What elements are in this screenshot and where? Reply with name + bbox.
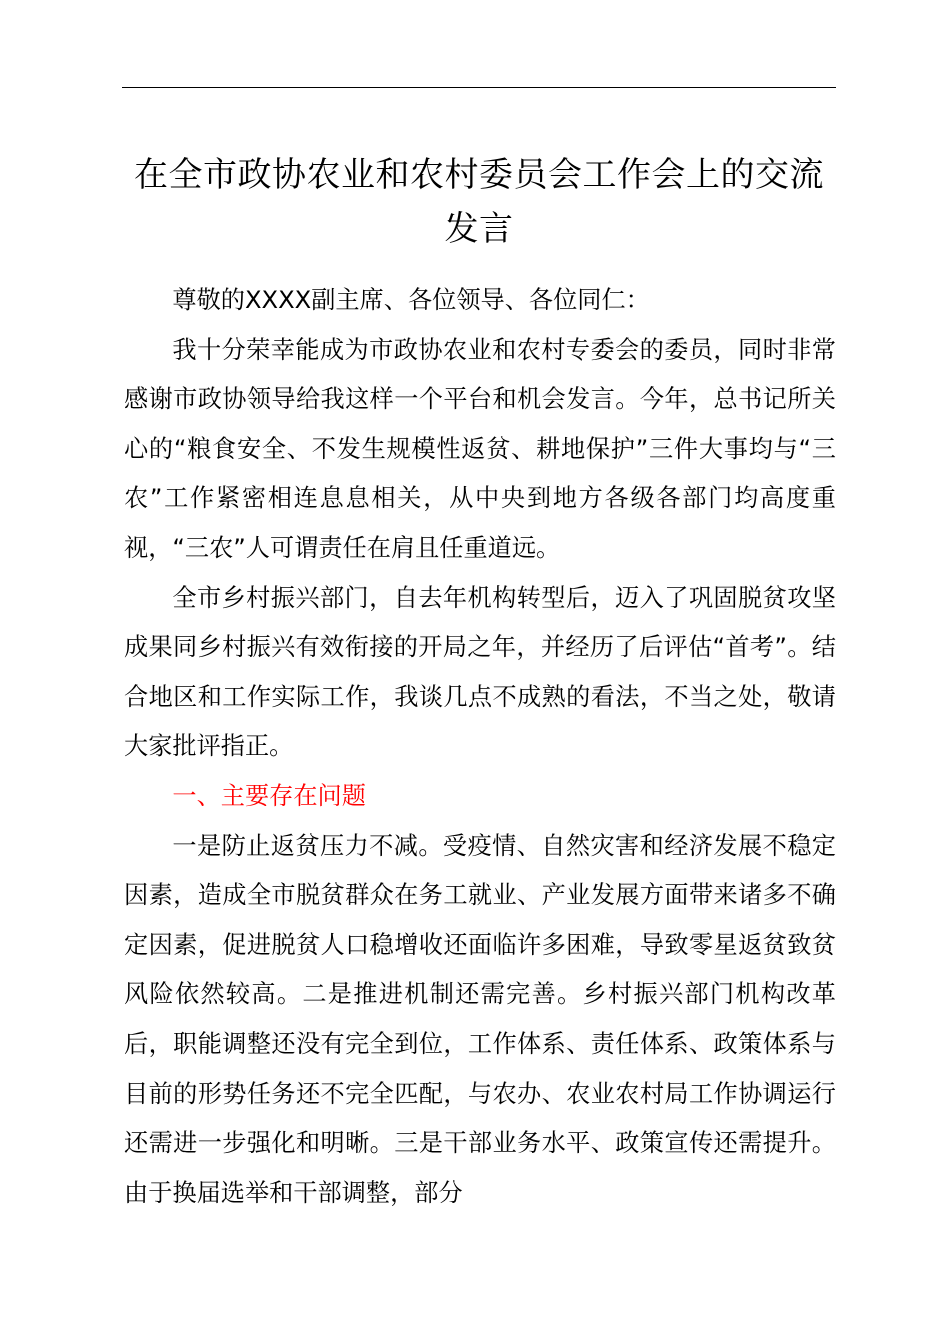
- paragraph-context: 全市乡村振兴部门，自去年机构转型后，迈入了巩固脱贫攻坚成果同乡村振兴有效衔接的开局之年，并经历了后评估“首考”。结合地区和工作实际工作，我谈几点不成熟的看法，不当之处，敬请大家批评指正。: [124, 583, 836, 761]
- header-divider: [122, 87, 836, 88]
- salutation: 尊敬的XXXX副主席、各位领导、各位同仁：: [172, 286, 650, 314]
- paragraph-intro: 我十分荣幸能成为市政协农业和农村专委会的委员，同时非常感谢市政协领导给我这样一个平台和机会发言。今年，总书记所关心的“粮食安全、不发生规模性返贫、耕地保护”三件大事均与“三农”工作紧密相连息息相关，从中央到地方各级各部门均高度重视，“三农”人可谓责任在肩且任重道远。: [124, 335, 836, 562]
- title-line-1: 在全市政协农业和农村委员会工作会上的交流: [134, 155, 824, 195]
- section-heading: 一、主要存在问题: [172, 781, 366, 810]
- title-line-2: 发言: [444, 209, 514, 249]
- paragraph-issues: 一是防止返贫压力不减。受疫情、自然灾害和经济发展不稳定因素，造成全市脱贫群众在务工就业、产业发展方面带来诸多不确定因素，促进脱贫人口稳增收还面临许多困难，导致零星返贫致贫风险依然较高。二是推进机制还需完善。乡村振兴部门机构改革后，职能调整还没有完全到位，工作体系、责任体系、政策体系与目前的形势任务还不完全匹配，与农办、农业农村局工作协调运行还需进一步强化和明晰。三是干部业务水平、政策宣传还需提升。由于换届选举和干部调整，部分: [124, 831, 836, 1207]
- document-body: [124, 276, 836, 1218]
- page-title: [110, 148, 848, 256]
